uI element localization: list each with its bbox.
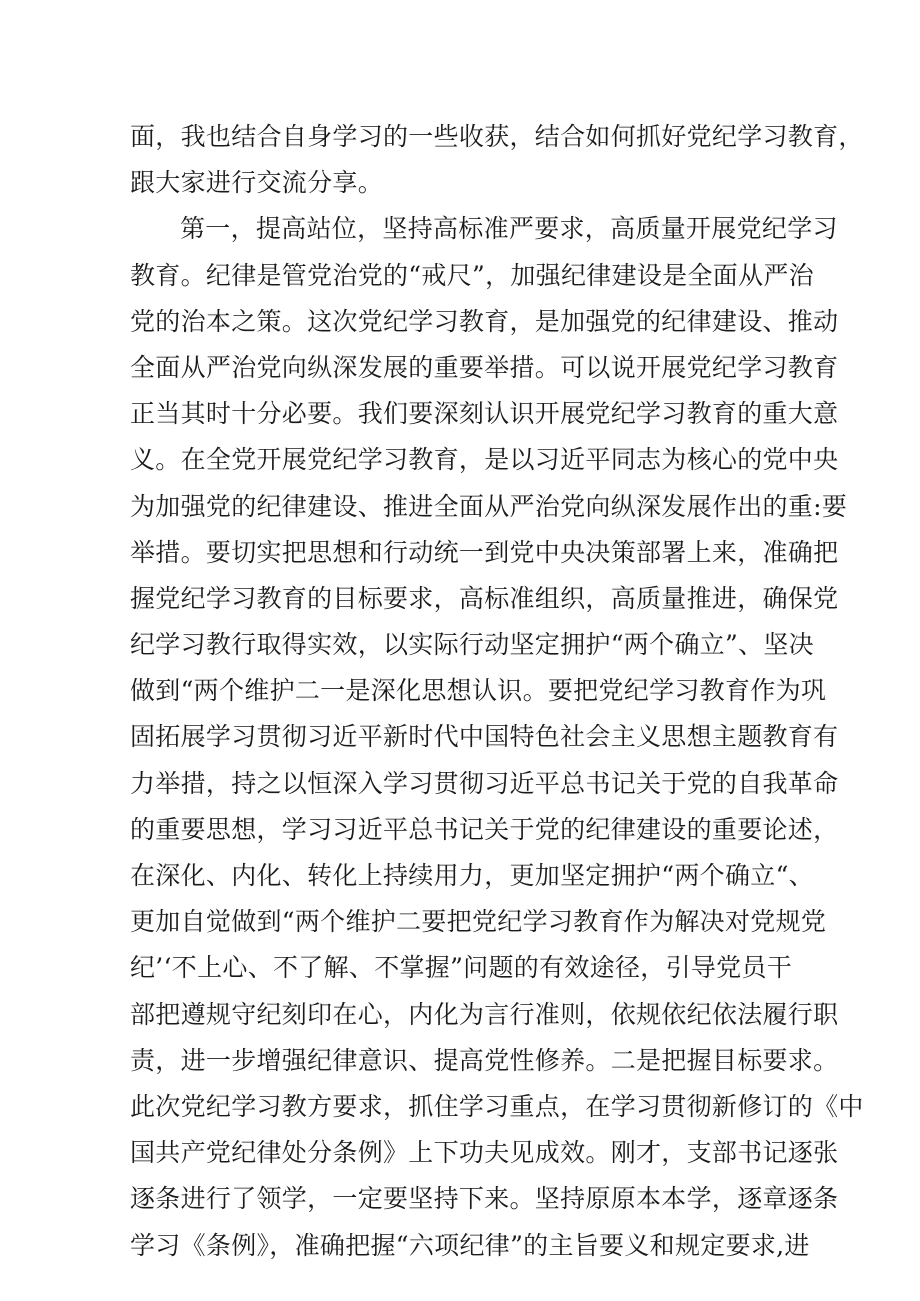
- text-line: 固拓展学习贯彻习近平新时代中国特色社会主义思想主题教育有: [130, 722, 839, 752]
- text-line: 做到“两个维护二一是深化思想认识。要把党纪学习教育作为巩: [130, 676, 827, 706]
- text-line: 逐条进行了领学，一定要坚持下来。坚持原原本本学，逐章逐条: [130, 1184, 839, 1214]
- text-line: 责，进一步增强纪律意识、提高党性修养。二是把握目标要求。: [130, 1045, 839, 1075]
- text-line: 更加自觉做到“两个维护二要把党纪学习教育作为解决对党规党: [130, 907, 827, 937]
- text-line: 国共产党纪律处分条例》上下功夫见成效。刚才，支部书记逐张: [130, 1138, 839, 1168]
- text-line: 面，我也结合自身学习的一些收获，结合如何抓好党纪学习教育，: [130, 122, 864, 151]
- text-line: 跟大家进行交流分享。: [130, 168, 384, 198]
- paragraph-first-line: 第一，提高站位，坚持高标准严要求，高质量开展党纪学习: [180, 214, 838, 244]
- text-line: 教育。纪律是管党治党的“戒尺”，加强纪律建设是全面从严治: [130, 260, 814, 290]
- text-line: 为加强党的纪律建设、推进全面从严治党向纵深发展作出的重:要: [130, 491, 848, 521]
- text-line: 义。在全党开展党纪学习教育，是以习近平同志为核心的党中央: [130, 445, 839, 475]
- text-line: 党的治本之策。这次党纪学习教育，是加强党的纪律建设、推动: [130, 306, 839, 336]
- text-line: 纪学习教行取得实效，以实际行动坚定拥护“两个确立”、坚决: [130, 630, 814, 660]
- text-line: 举措。要切实把思想和行动统一到党中央决策部署上来，准确把: [130, 537, 839, 567]
- text-line: 学习《条例》，准确把握“六项纪律”的主旨要义和规定要求,进: [130, 1230, 810, 1260]
- text-line: 全面从严治党向纵深发展的重要举措。可以说开展党纪学习教育: [130, 352, 839, 382]
- text-line: 此次党纪学习教方要求，抓住学习重点，在学习贯彻新修订的《中: [130, 1091, 864, 1121]
- text-line: 握党纪学习教育的目标要求，高标准组织，高质量推进，确保党: [130, 583, 839, 613]
- body-text: [130, 114, 864, 1269]
- text-line: 纪’‘不上心、不了解、不掌握”问题的有效途径，引导党员干: [130, 953, 793, 983]
- text-line: 正当其时十分必要。我们要深刻认识开展党纪学习教育的重大意: [130, 399, 839, 429]
- text-line: 力举措，持之以恒深入学习贯彻习近平总书记关于党的自我革命: [130, 768, 839, 798]
- text-line: 在深化、内化、转化上持续用力，更加坚定拥护“两个确立“、: [130, 861, 814, 890]
- text-line: 的重要思想，学习习近平总书记关于党的纪律建设的重要论述，: [130, 814, 839, 844]
- text-line: 部把遵规守纪刻印在心，内化为言行准则，依规依纪依法履行职: [130, 999, 839, 1029]
